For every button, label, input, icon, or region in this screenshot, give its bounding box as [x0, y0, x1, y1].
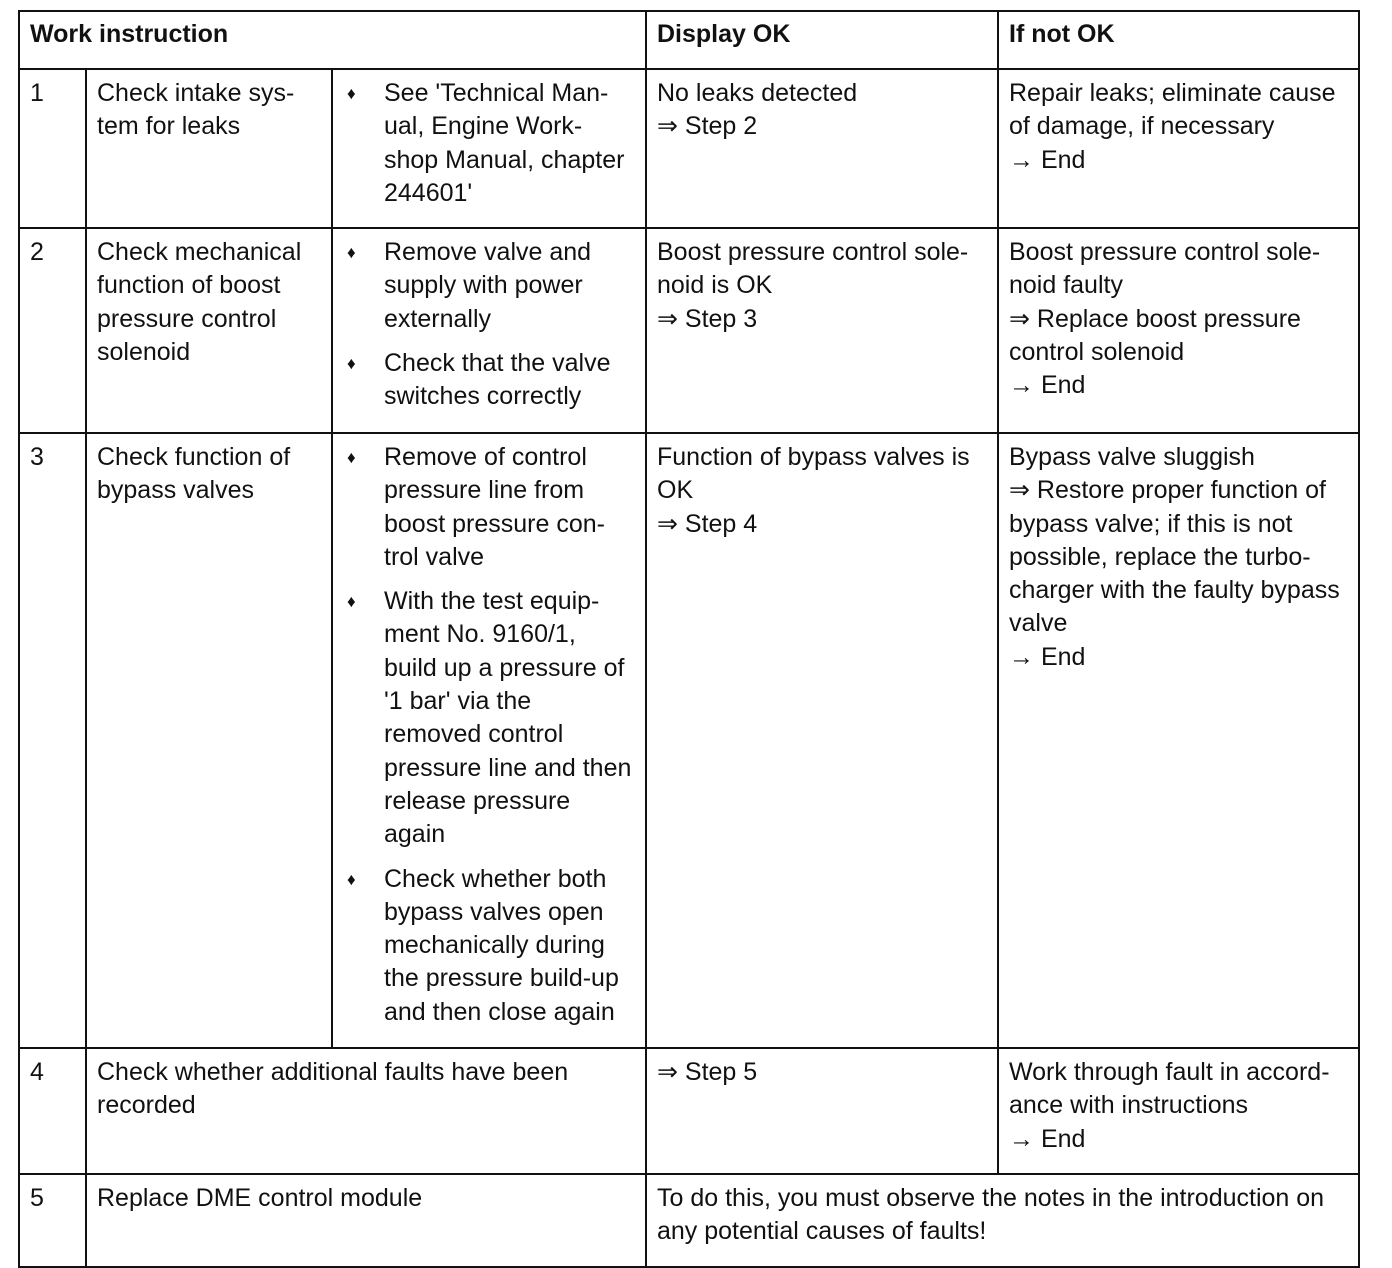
table-row	[19, 69, 1359, 228]
bullet-icon: ♦	[347, 592, 356, 612]
table-row	[19, 1048, 1359, 1174]
bullet-icon: ♦	[347, 84, 356, 103]
check-cell: Check intake sys-tem for leaks	[86, 69, 332, 228]
step-number: 3	[19, 433, 86, 1048]
list-item: ♦ Remove valve and supply with power externally	[347, 238, 592, 333]
procedure-cell	[332, 228, 646, 433]
step-number: 5	[19, 1174, 86, 1267]
header-display-ok: Display OK	[646, 11, 998, 69]
procedure-cell	[332, 433, 646, 1048]
bullet-icon: ♦	[347, 353, 356, 373]
bullet-icon: ♦	[347, 243, 356, 262]
bullet-icon: ♦	[347, 869, 356, 889]
display-ok-cell: Boost pressure control sole-noid is OK ⇒ Step 3	[646, 228, 998, 433]
table-row	[19, 228, 1359, 433]
display-ok-cell: Function of bypass valves is OK ⇒ Step 4	[646, 433, 998, 1048]
work-instruction-table	[18, 10, 1360, 1268]
list-item: ♦ Check that the valve switches correctly	[347, 348, 611, 411]
list-item: ♦ See 'Technical Man-ual, Engine Work-shop Manual, chapter 244601'	[347, 79, 625, 207]
if-not-ok-cell: Boost pressure control sole-noid faulty ⇒ Replace boost pressure control solenoid → End	[998, 228, 1359, 433]
check-cell: Replace DME control module	[86, 1174, 646, 1267]
list-item: ♦ Check whether both bypass valves open mechanically during the pressure build-up and then close again	[347, 864, 619, 1026]
header-work-instruction: Work instruction	[19, 11, 646, 69]
list-item: ♦ Remove of control pressure line from boost pressure con-trol valve	[347, 443, 605, 571]
header-row	[19, 11, 1359, 69]
step-number: 2	[19, 228, 86, 433]
check-cell: Check mechanical function of boost pressure control solenoid	[86, 228, 332, 433]
if-not-ok-cell: Bypass valve sluggish ⇒ Restore proper function of bypass valve; if this is not possible, replace the turbo-charger with the faulty bypass valve → End	[998, 433, 1359, 1048]
header-if-not-ok: If not OK	[998, 11, 1359, 69]
check-cell: Check whether additional faults have been recorded	[86, 1048, 646, 1174]
list-item: ♦ With the test equip-ment No. 9160/1, build up a pressure of '1 bar' via the removed control pressure line and then release pressure again	[347, 587, 632, 849]
bullet-icon: ♦	[347, 448, 356, 467]
check-cell: Check function of bypass valves	[86, 433, 332, 1048]
if-not-ok-cell: Repair leaks; eliminate cause of damage, if necessary → End	[998, 69, 1359, 228]
note-cell: To do this, you must observe the notes in the introduction on any potential causes of faults!	[646, 1174, 1359, 1267]
procedure-cell	[332, 69, 646, 228]
display-ok-cell: ⇒ Step 5	[646, 1048, 998, 1174]
step-number: 4	[19, 1048, 86, 1174]
if-not-ok-cell: Work through fault in accord-ance with instructions → End	[998, 1048, 1359, 1174]
display-ok-cell: No leaks detected ⇒ Step 2	[646, 69, 998, 228]
table-row	[19, 433, 1359, 1048]
table-row	[19, 1174, 1359, 1267]
step-number: 1	[19, 69, 86, 228]
